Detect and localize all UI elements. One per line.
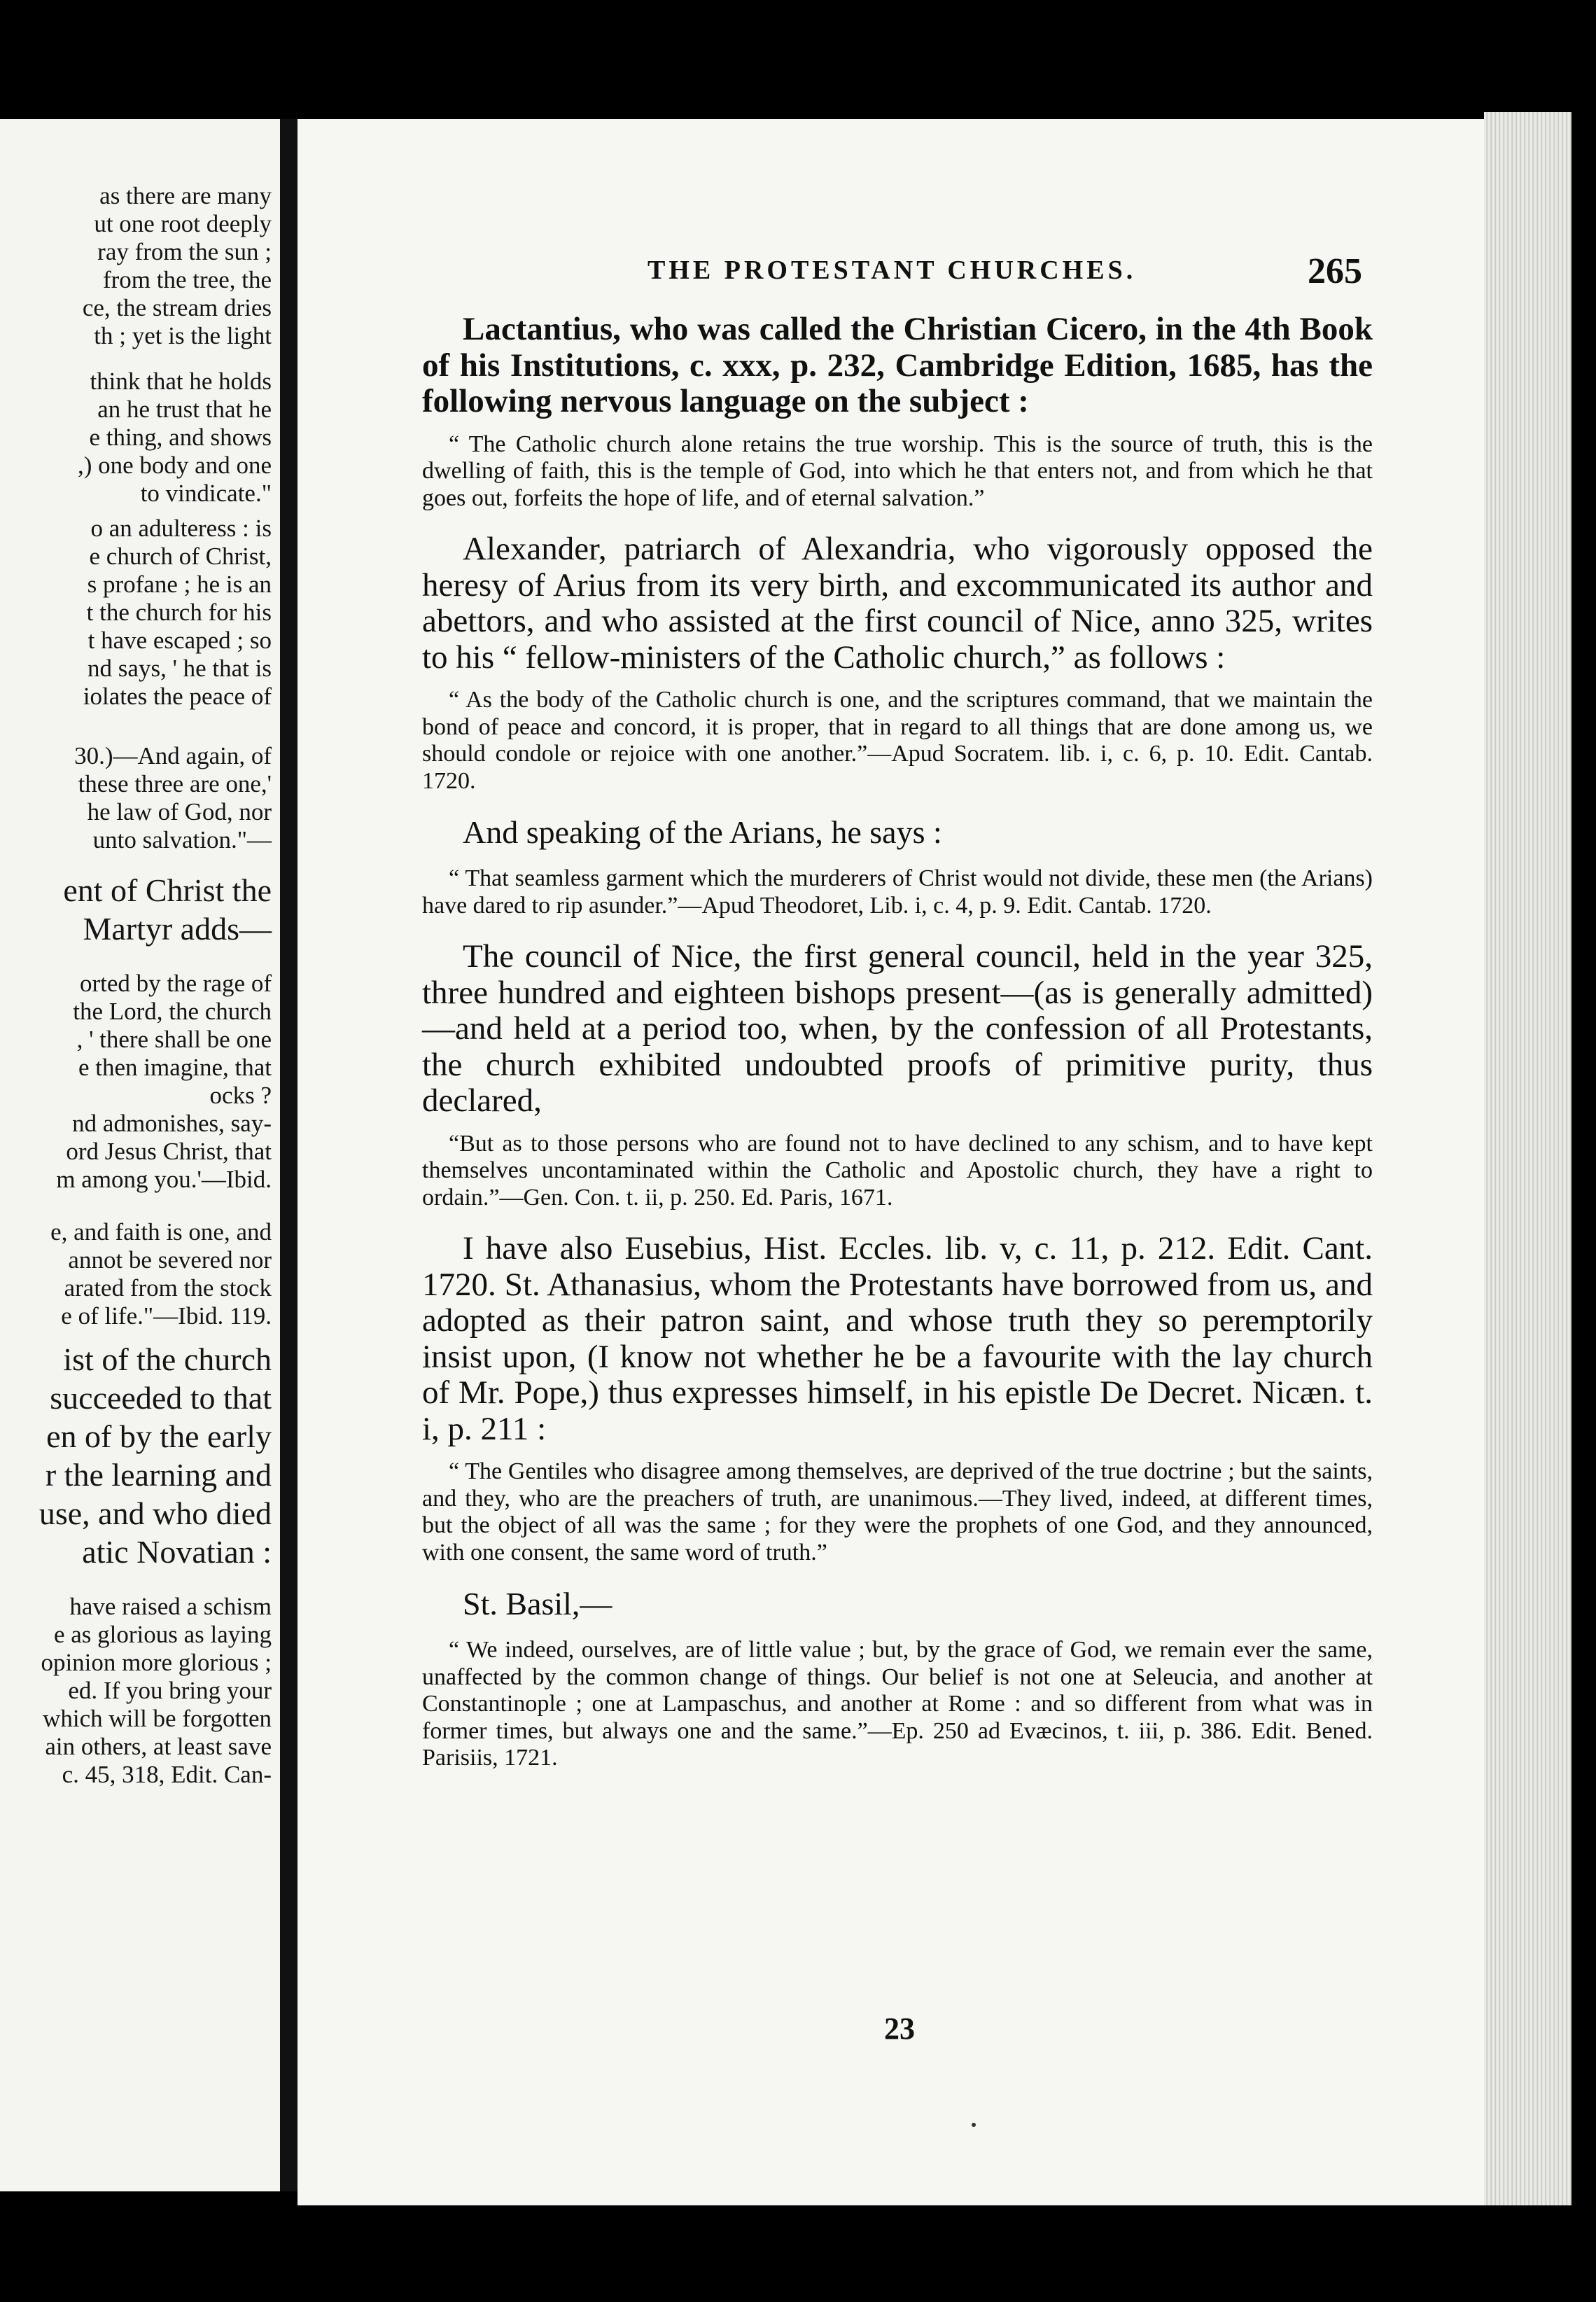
- paragraph-text: The council of Nice, the first general council, held in the year 325, three hundred and eighteen bishops present—(as is generally admitted)—and held at a period too, when, by the confession of all Protestants, the church exhibited undoubted proofs of primitive purity, thus declared,: [422, 938, 1373, 1119]
- facing-page-line: ocks ?: [209, 1082, 272, 1109]
- facing-page-line: arated from the stock: [64, 1274, 272, 1302]
- facing-page-line: these three are one,': [78, 770, 272, 797]
- facing-page-line: e, and faith is one, and: [50, 1218, 272, 1246]
- page-header: [350, 251, 1366, 293]
- facing-page-line: c. 45, 318, Edit. Can-: [62, 1761, 272, 1788]
- facing-page-line: s profane ; he is an: [87, 571, 272, 598]
- quote-text: “ The Catholic church alone retains the true worship. This is the source of truth, this is the dwelling of faith, this is the temple of God, into which he that enters not, and from which he that goes out, forfeits the hope of life, and of eternal salvation.”: [422, 431, 1373, 511]
- facing-page-line: from the tree, the: [102, 266, 272, 293]
- facing-page-line: e as glorious as laying: [53, 1621, 272, 1648]
- facing-page-line: 30.)—And again, of: [74, 742, 272, 769]
- quote-basil: [422, 1637, 1373, 1772]
- facing-page-line: nd says, ' he that is: [88, 655, 272, 682]
- facing-page-line: ce, the stream dries: [82, 294, 272, 321]
- facing-page-line: atic Novatian :: [82, 1534, 272, 1570]
- running-title: THE PROTESTANT CHURCHES.: [648, 256, 1137, 285]
- facing-page-line: ray from the sun ;: [97, 238, 272, 265]
- quote-text: “But as to those persons who are found not to have declined to any schism, and to have kept themselves uncontaminated within the Catholic and Apostolic church, they have a right to ordain.”—Gen. Con. t. ii, p. 250. Ed. Paris, 1671.: [422, 1130, 1373, 1211]
- quote-athanasius: [422, 1458, 1373, 1566]
- facing-page-line: ent of Christ the: [63, 872, 272, 908]
- quote-alexander: [422, 687, 1373, 795]
- facing-page-line: think that he holds: [90, 368, 272, 395]
- facing-page-line: to vindicate.": [140, 480, 272, 507]
- paragraph-basil-intro: [422, 1586, 1373, 1621]
- facing-page-line: use, and who died: [38, 1495, 272, 1531]
- paragraph-text: I have also Eusebius, Hist. Eccles. lib. v, c. 11, p. 212. Edit. Cant. 1720. St. Athanasius, whom the Protestants have borrowed from us, and adopted as their patron saint, and whose truth they so peremptorily insist upon, (I know not whether he be a favourite with the lay church of Mr. Pope,) thus expresses himself, in his epistle De Decret. Nicæn. t. i, p. 211 :: [422, 1230, 1373, 1447]
- facing-page-line: nd admonishes, say-: [72, 1110, 272, 1137]
- quote-text: “ As the body of the Catholic church is one, and the scriptures command, that we maintain the bond of peace and concord, it is proper, that in regard to all things that are done among us, we should condole or rejoice with one another.”—Apud Socratem. lib. i, c. 6, p. 10. Edit. Cantab. 1720.: [422, 687, 1373, 794]
- ink-speck: [972, 2123, 976, 2127]
- facing-page-line: have raised a schism: [69, 1593, 272, 1620]
- facing-page-line: ,) one body and one: [77, 452, 272, 479]
- page-edges: [1484, 112, 1572, 2205]
- facing-page-line: t have escaped ; so: [88, 627, 272, 654]
- quote-text: “ The Gentiles who disagree among themselves, are deprived of the true doctrine ; but the saints, and they, who are the preachers of truth, are unanimous.—They lived, indeed, at different times, but the object of all was the same ; for they were the prophets of one God, and they announced, with one consent, the same word of truth.”: [422, 1458, 1373, 1565]
- paragraph-text: Lactantius, who was called the Christian Cicero, in the 4th Book of his Institutions, c. xxx, p. 232, Cambridge Edition, 1685, has the following nervous language on the subject :: [422, 311, 1373, 419]
- page-number: 265: [1308, 251, 1362, 291]
- facing-page-line: o an adulteress : is: [90, 515, 272, 542]
- facing-page-line: e church of Christ,: [89, 543, 272, 570]
- facing-page-line: annot be severed nor: [68, 1246, 272, 1274]
- paragraph-arians-intro: [422, 814, 1373, 850]
- quote-lactantius: [422, 431, 1373, 512]
- facing-page-line: r the learning and: [45, 1457, 272, 1493]
- facing-page-line: ist of the church: [63, 1341, 272, 1377]
- facing-page-line: ord Jesus Christ, that: [66, 1138, 272, 1165]
- quote-text: “ We indeed, ourselves, are of little value ; but, by the grace of God, we remain ever the same, unaffected by the common change of things. Our belief is not one at Seleucia, and another at Constantinople ; one at Lampaschus, and another at Rome : and so different from what was in former times, but always one and the same.”—Ep. 250 ad Evæcinos, t. iii, p. 386. Edit. Bened. Parisiis, 1721.: [422, 1637, 1373, 1771]
- paragraph-athanasius: [422, 1231, 1373, 1447]
- facing-page-line: succeeded to that: [50, 1380, 272, 1416]
- facing-page-line: en of by the early: [46, 1418, 272, 1454]
- page-body: [422, 312, 1373, 1792]
- paragraph-text: Alexander, patriarch of Alexandria, who vigorously opposed the heresy of Arius from its very birth, and excommunicated its author and abettors, and who assisted at the first council of Nice, anno 325, writes to his “ fellow-ministers of the Catholic church,” as follows :: [422, 531, 1373, 676]
- quote-arians: [422, 865, 1373, 919]
- facing-page-line: e thing, and shows: [89, 424, 272, 451]
- paragraph-alexander: [422, 531, 1373, 676]
- facing-page-line: e of life."—Ibid. 119.: [61, 1302, 272, 1330]
- facing-page-line: t the church for his: [86, 599, 272, 626]
- facing-page-line: he law of God, nor: [87, 798, 272, 825]
- facing-page-line: m among you.'—Ibid.: [56, 1166, 272, 1193]
- facing-page-line: the Lord, the church: [73, 998, 272, 1025]
- facing-page-line: ain others, at least save: [45, 1733, 272, 1760]
- facing-page-line: ed. If you bring your: [68, 1677, 272, 1704]
- facing-page-line: as there are many: [99, 182, 272, 209]
- facing-page-line: iolates the peace of: [83, 683, 272, 710]
- facing-page-line: unto salvation."—: [92, 826, 272, 853]
- facing-page-line: ut one root deeply: [94, 210, 272, 237]
- facing-page-line: opinion more glorious ;: [41, 1649, 272, 1676]
- paragraph-lactantius: [422, 312, 1373, 420]
- quote-text: “ That seamless garment which the murderers of Christ would not divide, these men (the Arians) have dared to rip asunder.”—Apud Theodoret, Lib. i, c. 4, p. 9. Edit. Cantab. 1720.: [422, 865, 1373, 919]
- facing-page-line: Martyr adds—: [83, 911, 272, 947]
- signature-mark: 23: [884, 2011, 915, 2046]
- book-gutter: [280, 119, 298, 2191]
- paragraph-text: St. Basil,—: [463, 1586, 612, 1621]
- facing-page-line: , ' there shall be one: [76, 1026, 272, 1053]
- quote-council-nice: [422, 1131, 1373, 1212]
- facing-page: [0, 119, 280, 2191]
- paragraph-text: And speaking of the Arians, he says :: [463, 814, 942, 850]
- paragraph-council-nice: [422, 939, 1373, 1119]
- facing-page-line: orted by the rage of: [79, 970, 272, 997]
- facing-page-line: which will be forgotten: [43, 1705, 272, 1732]
- facing-page-line: th ; yet is the light: [94, 322, 272, 349]
- facing-page-line: an he trust that he: [97, 396, 272, 423]
- facing-page-line: e then imagine, that: [78, 1054, 272, 1081]
